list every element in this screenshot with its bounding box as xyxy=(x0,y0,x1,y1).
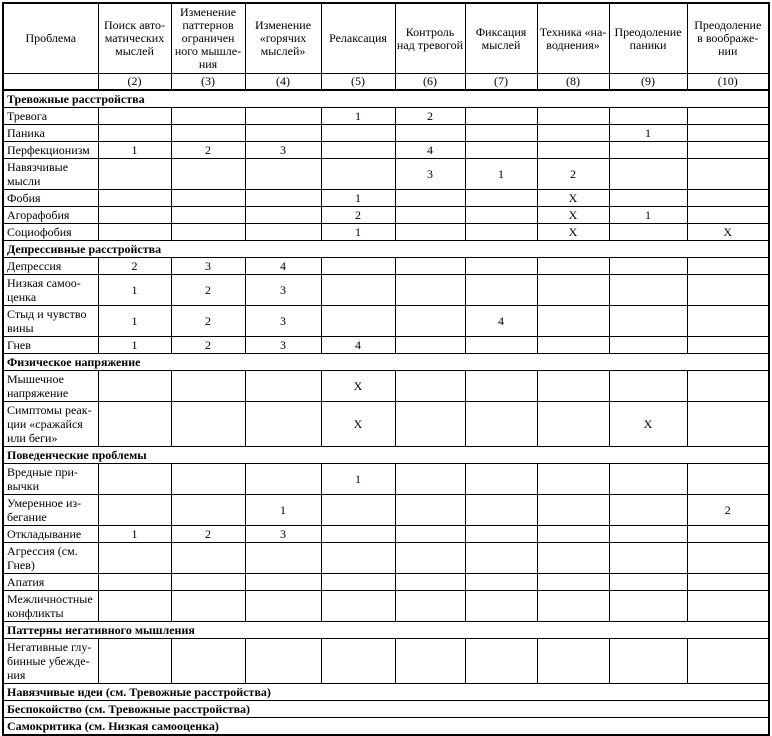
value-cell xyxy=(245,159,321,190)
value-cell xyxy=(321,591,395,622)
value-cell xyxy=(687,574,769,591)
value-cell xyxy=(245,543,321,574)
value-cell xyxy=(609,258,687,275)
column-header: Преодоление в воображе- нии xyxy=(687,3,769,74)
section-title: Тревожные расстройства xyxy=(3,90,769,108)
value-cell xyxy=(465,402,537,447)
problem-cell: Агрессия (см. Гнев) xyxy=(3,543,98,574)
problem-cell: Перфекционизм xyxy=(3,142,98,159)
problem-cell: Откладывание xyxy=(3,526,98,543)
value-cell: X xyxy=(687,224,769,241)
value-cell xyxy=(465,337,537,354)
value-cell xyxy=(98,591,171,622)
table-row xyxy=(3,275,769,306)
value-cell: 1 xyxy=(321,464,395,495)
column-number: (3) xyxy=(171,74,245,91)
value-cell xyxy=(609,464,687,495)
value-cell xyxy=(609,142,687,159)
problem-cell: Межличностные конфликты xyxy=(3,591,98,622)
column-number: (6) xyxy=(395,74,465,91)
problem-cell: Агорафобия xyxy=(3,207,98,224)
value-cell xyxy=(465,639,537,684)
column-number: (5) xyxy=(321,74,395,91)
value-cell xyxy=(98,543,171,574)
value-cell xyxy=(171,639,245,684)
table-row xyxy=(3,639,769,684)
table-row xyxy=(3,402,769,447)
value-cell xyxy=(245,108,321,125)
value-cell: 2 xyxy=(171,142,245,159)
value-cell xyxy=(395,258,465,275)
section-title: Паттерны негативного мышления xyxy=(3,622,769,639)
value-cell xyxy=(395,125,465,142)
section-row xyxy=(3,718,769,736)
value-cell xyxy=(537,306,609,337)
value-cell: 1 xyxy=(321,108,395,125)
section-row xyxy=(3,701,769,718)
value-cell xyxy=(687,402,769,447)
value-cell: X xyxy=(609,402,687,447)
value-cell xyxy=(395,275,465,306)
value-cell: X xyxy=(321,402,395,447)
value-cell xyxy=(321,125,395,142)
value-cell xyxy=(245,190,321,207)
problem-cell: Низкая самоо- ценка xyxy=(3,275,98,306)
value-cell xyxy=(465,190,537,207)
value-cell xyxy=(609,275,687,306)
value-cell xyxy=(171,591,245,622)
value-cell xyxy=(609,108,687,125)
value-cell: 3 xyxy=(245,337,321,354)
problem-cell: Стыд и чувство вины xyxy=(3,306,98,337)
value-cell xyxy=(321,495,395,526)
value-cell xyxy=(609,337,687,354)
value-cell xyxy=(687,591,769,622)
value-cell xyxy=(171,125,245,142)
value-cell xyxy=(98,190,171,207)
table-row xyxy=(3,543,769,574)
value-cell xyxy=(537,142,609,159)
value-cell xyxy=(609,495,687,526)
value-cell xyxy=(98,371,171,402)
table-row xyxy=(3,464,769,495)
column-number: (8) xyxy=(537,74,609,91)
value-cell xyxy=(537,574,609,591)
value-cell xyxy=(537,258,609,275)
column-header: Техника «на- воднения» xyxy=(537,3,609,74)
section-row xyxy=(3,684,769,701)
value-cell xyxy=(395,306,465,337)
column-header: Контроль над тревогой xyxy=(395,3,465,74)
section-title: Беспокойство (см. Тревожные расстройства) xyxy=(3,701,769,718)
value-cell: 1 xyxy=(321,190,395,207)
value-cell xyxy=(321,159,395,190)
value-cell xyxy=(395,495,465,526)
table-row xyxy=(3,574,769,591)
value-cell: 1 xyxy=(98,142,171,159)
value-cell xyxy=(395,190,465,207)
value-cell xyxy=(537,495,609,526)
value-cell: 2 xyxy=(171,275,245,306)
column-header: Релаксация xyxy=(321,3,395,74)
problem-cell: Мышечное напряжение xyxy=(3,371,98,402)
value-cell xyxy=(245,591,321,622)
header-number-row xyxy=(3,74,769,91)
value-cell: 2 xyxy=(171,306,245,337)
value-cell xyxy=(687,526,769,543)
value-cell xyxy=(609,526,687,543)
value-cell xyxy=(395,591,465,622)
problem-cell: Фобия xyxy=(3,190,98,207)
table-row xyxy=(3,108,769,125)
column-number: (9) xyxy=(609,74,687,91)
value-cell: 2 xyxy=(687,495,769,526)
value-cell xyxy=(687,159,769,190)
value-cell xyxy=(465,543,537,574)
value-cell xyxy=(245,224,321,241)
value-cell xyxy=(98,574,171,591)
value-cell xyxy=(537,639,609,684)
value-cell: X xyxy=(537,207,609,224)
value-cell xyxy=(171,574,245,591)
column-header: Изменение паттернов ограничен ного мышле- ния xyxy=(171,3,245,74)
value-cell xyxy=(171,402,245,447)
value-cell xyxy=(395,639,465,684)
section-title: Депрессивные расстройства xyxy=(3,241,769,258)
value-cell xyxy=(98,402,171,447)
value-cell xyxy=(98,108,171,125)
value-cell: 3 xyxy=(171,258,245,275)
value-cell: 2 xyxy=(395,108,465,125)
column-number: (4) xyxy=(245,74,321,91)
value-cell xyxy=(537,591,609,622)
value-cell xyxy=(687,275,769,306)
value-cell: 4 xyxy=(245,258,321,275)
table-row xyxy=(3,224,769,241)
value-cell: 1 xyxy=(245,495,321,526)
value-cell: 2 xyxy=(171,337,245,354)
problem-technique-matrix xyxy=(2,2,770,736)
column-header-problem: Проблема xyxy=(3,3,98,74)
value-cell xyxy=(609,224,687,241)
value-cell: 3 xyxy=(245,275,321,306)
value-cell xyxy=(537,125,609,142)
value-cell: 3 xyxy=(245,526,321,543)
value-cell xyxy=(395,207,465,224)
value-cell xyxy=(321,574,395,591)
value-cell xyxy=(687,125,769,142)
value-cell xyxy=(687,190,769,207)
value-cell xyxy=(609,190,687,207)
value-cell: 1 xyxy=(98,526,171,543)
value-cell xyxy=(395,526,465,543)
value-cell: 1 xyxy=(609,125,687,142)
value-cell xyxy=(321,306,395,337)
value-cell xyxy=(609,639,687,684)
value-cell xyxy=(687,543,769,574)
table-body xyxy=(3,90,769,735)
value-cell xyxy=(537,526,609,543)
column-number: (7) xyxy=(465,74,537,91)
value-cell xyxy=(395,224,465,241)
value-cell: 1 xyxy=(98,337,171,354)
value-cell xyxy=(609,306,687,337)
value-cell xyxy=(321,258,395,275)
value-cell xyxy=(537,371,609,402)
value-cell xyxy=(321,639,395,684)
value-cell: X xyxy=(321,371,395,402)
value-cell: 2 xyxy=(98,258,171,275)
value-cell xyxy=(687,639,769,684)
section-title: Самокритика (см. Низкая самооценка) xyxy=(3,718,769,736)
table-row xyxy=(3,337,769,354)
column-number-empty xyxy=(3,74,98,91)
value-cell xyxy=(98,639,171,684)
value-cell xyxy=(687,207,769,224)
value-cell xyxy=(609,543,687,574)
value-cell xyxy=(465,574,537,591)
value-cell xyxy=(171,371,245,402)
value-cell xyxy=(537,464,609,495)
problem-cell: Умеренное из- бегание xyxy=(3,495,98,526)
value-cell xyxy=(537,108,609,125)
problem-cell: Депрессия xyxy=(3,258,98,275)
table-row xyxy=(3,190,769,207)
value-cell: X xyxy=(537,190,609,207)
column-header: Преодоление паники xyxy=(609,3,687,74)
section-row xyxy=(3,90,769,108)
problem-cell: Гнев xyxy=(3,337,98,354)
column-header: Фиксация мыслей xyxy=(465,3,537,74)
value-cell xyxy=(537,275,609,306)
problem-cell: Навязчивые мысли xyxy=(3,159,98,190)
value-cell xyxy=(171,207,245,224)
value-cell xyxy=(687,108,769,125)
value-cell xyxy=(537,543,609,574)
value-cell: 4 xyxy=(465,306,537,337)
value-cell xyxy=(171,108,245,125)
value-cell xyxy=(245,402,321,447)
value-cell xyxy=(98,224,171,241)
table-header xyxy=(3,3,769,90)
value-cell xyxy=(687,306,769,337)
value-cell xyxy=(321,543,395,574)
value-cell xyxy=(465,591,537,622)
value-cell xyxy=(465,526,537,543)
value-cell xyxy=(98,159,171,190)
value-cell xyxy=(465,371,537,402)
value-cell: 1 xyxy=(98,275,171,306)
table-row xyxy=(3,142,769,159)
value-cell: X xyxy=(537,224,609,241)
value-cell: 3 xyxy=(245,306,321,337)
column-header: Изменение «горячих мыслей» xyxy=(245,3,321,74)
value-cell xyxy=(687,464,769,495)
value-cell xyxy=(98,464,171,495)
value-cell xyxy=(537,337,609,354)
column-header: Поиск авто- матических мыслей xyxy=(98,3,171,74)
value-cell xyxy=(465,207,537,224)
value-cell xyxy=(171,543,245,574)
value-cell xyxy=(395,574,465,591)
value-cell xyxy=(171,159,245,190)
value-cell xyxy=(171,190,245,207)
section-row xyxy=(3,622,769,639)
value-cell: 2 xyxy=(321,207,395,224)
problem-cell: Вредные при- вычки xyxy=(3,464,98,495)
column-number: (2) xyxy=(98,74,171,91)
value-cell xyxy=(537,402,609,447)
table-row xyxy=(3,526,769,543)
section-title: Навязчивые идеи (см. Тревожные расстройства) xyxy=(3,684,769,701)
problem-cell: Негативные глу- бинные убежде- ния xyxy=(3,639,98,684)
value-cell: 4 xyxy=(321,337,395,354)
value-cell xyxy=(687,142,769,159)
value-cell xyxy=(465,125,537,142)
section-row xyxy=(3,447,769,464)
value-cell xyxy=(321,526,395,543)
table-row xyxy=(3,125,769,142)
value-cell xyxy=(245,207,321,224)
table-row xyxy=(3,306,769,337)
section-title: Физическое напряжение xyxy=(3,354,769,371)
value-cell xyxy=(465,495,537,526)
value-cell xyxy=(98,495,171,526)
value-cell xyxy=(465,275,537,306)
table-row xyxy=(3,371,769,402)
table-row xyxy=(3,495,769,526)
table-row xyxy=(3,591,769,622)
value-cell: 3 xyxy=(245,142,321,159)
column-number: (10) xyxy=(687,74,769,91)
value-cell xyxy=(245,464,321,495)
value-cell xyxy=(609,371,687,402)
value-cell: 1 xyxy=(465,159,537,190)
header-label-row xyxy=(3,3,769,74)
value-cell: 1 xyxy=(98,306,171,337)
value-cell xyxy=(687,337,769,354)
value-cell xyxy=(245,574,321,591)
value-cell xyxy=(245,371,321,402)
value-cell xyxy=(465,142,537,159)
value-cell xyxy=(395,371,465,402)
value-cell xyxy=(171,224,245,241)
section-row xyxy=(3,241,769,258)
problem-cell: Симптомы реак- ции «сражайся или беги» xyxy=(3,402,98,447)
value-cell xyxy=(171,464,245,495)
value-cell: 2 xyxy=(171,526,245,543)
value-cell xyxy=(395,464,465,495)
problem-cell: Тревога xyxy=(3,108,98,125)
section-row xyxy=(3,354,769,371)
value-cell xyxy=(245,125,321,142)
value-cell xyxy=(609,591,687,622)
value-cell: 4 xyxy=(395,142,465,159)
value-cell xyxy=(465,108,537,125)
value-cell xyxy=(171,495,245,526)
problem-cell: Социофобия xyxy=(3,224,98,241)
value-cell xyxy=(245,639,321,684)
value-cell xyxy=(465,258,537,275)
value-cell xyxy=(395,543,465,574)
problem-cell: Паника xyxy=(3,125,98,142)
value-cell xyxy=(465,224,537,241)
value-cell xyxy=(395,337,465,354)
value-cell xyxy=(687,258,769,275)
value-cell: 2 xyxy=(537,159,609,190)
value-cell: 3 xyxy=(395,159,465,190)
problem-cell: Апатия xyxy=(3,574,98,591)
table-row xyxy=(3,159,769,190)
value-cell xyxy=(687,371,769,402)
value-cell xyxy=(465,464,537,495)
table-row xyxy=(3,258,769,275)
value-cell xyxy=(98,207,171,224)
value-cell: 1 xyxy=(321,224,395,241)
value-cell xyxy=(609,159,687,190)
section-title: Поведенческие проблемы xyxy=(3,447,769,464)
value-cell xyxy=(321,275,395,306)
value-cell xyxy=(321,142,395,159)
value-cell xyxy=(98,125,171,142)
value-cell xyxy=(609,574,687,591)
value-cell xyxy=(395,402,465,447)
value-cell: 1 xyxy=(609,207,687,224)
table-row xyxy=(3,207,769,224)
